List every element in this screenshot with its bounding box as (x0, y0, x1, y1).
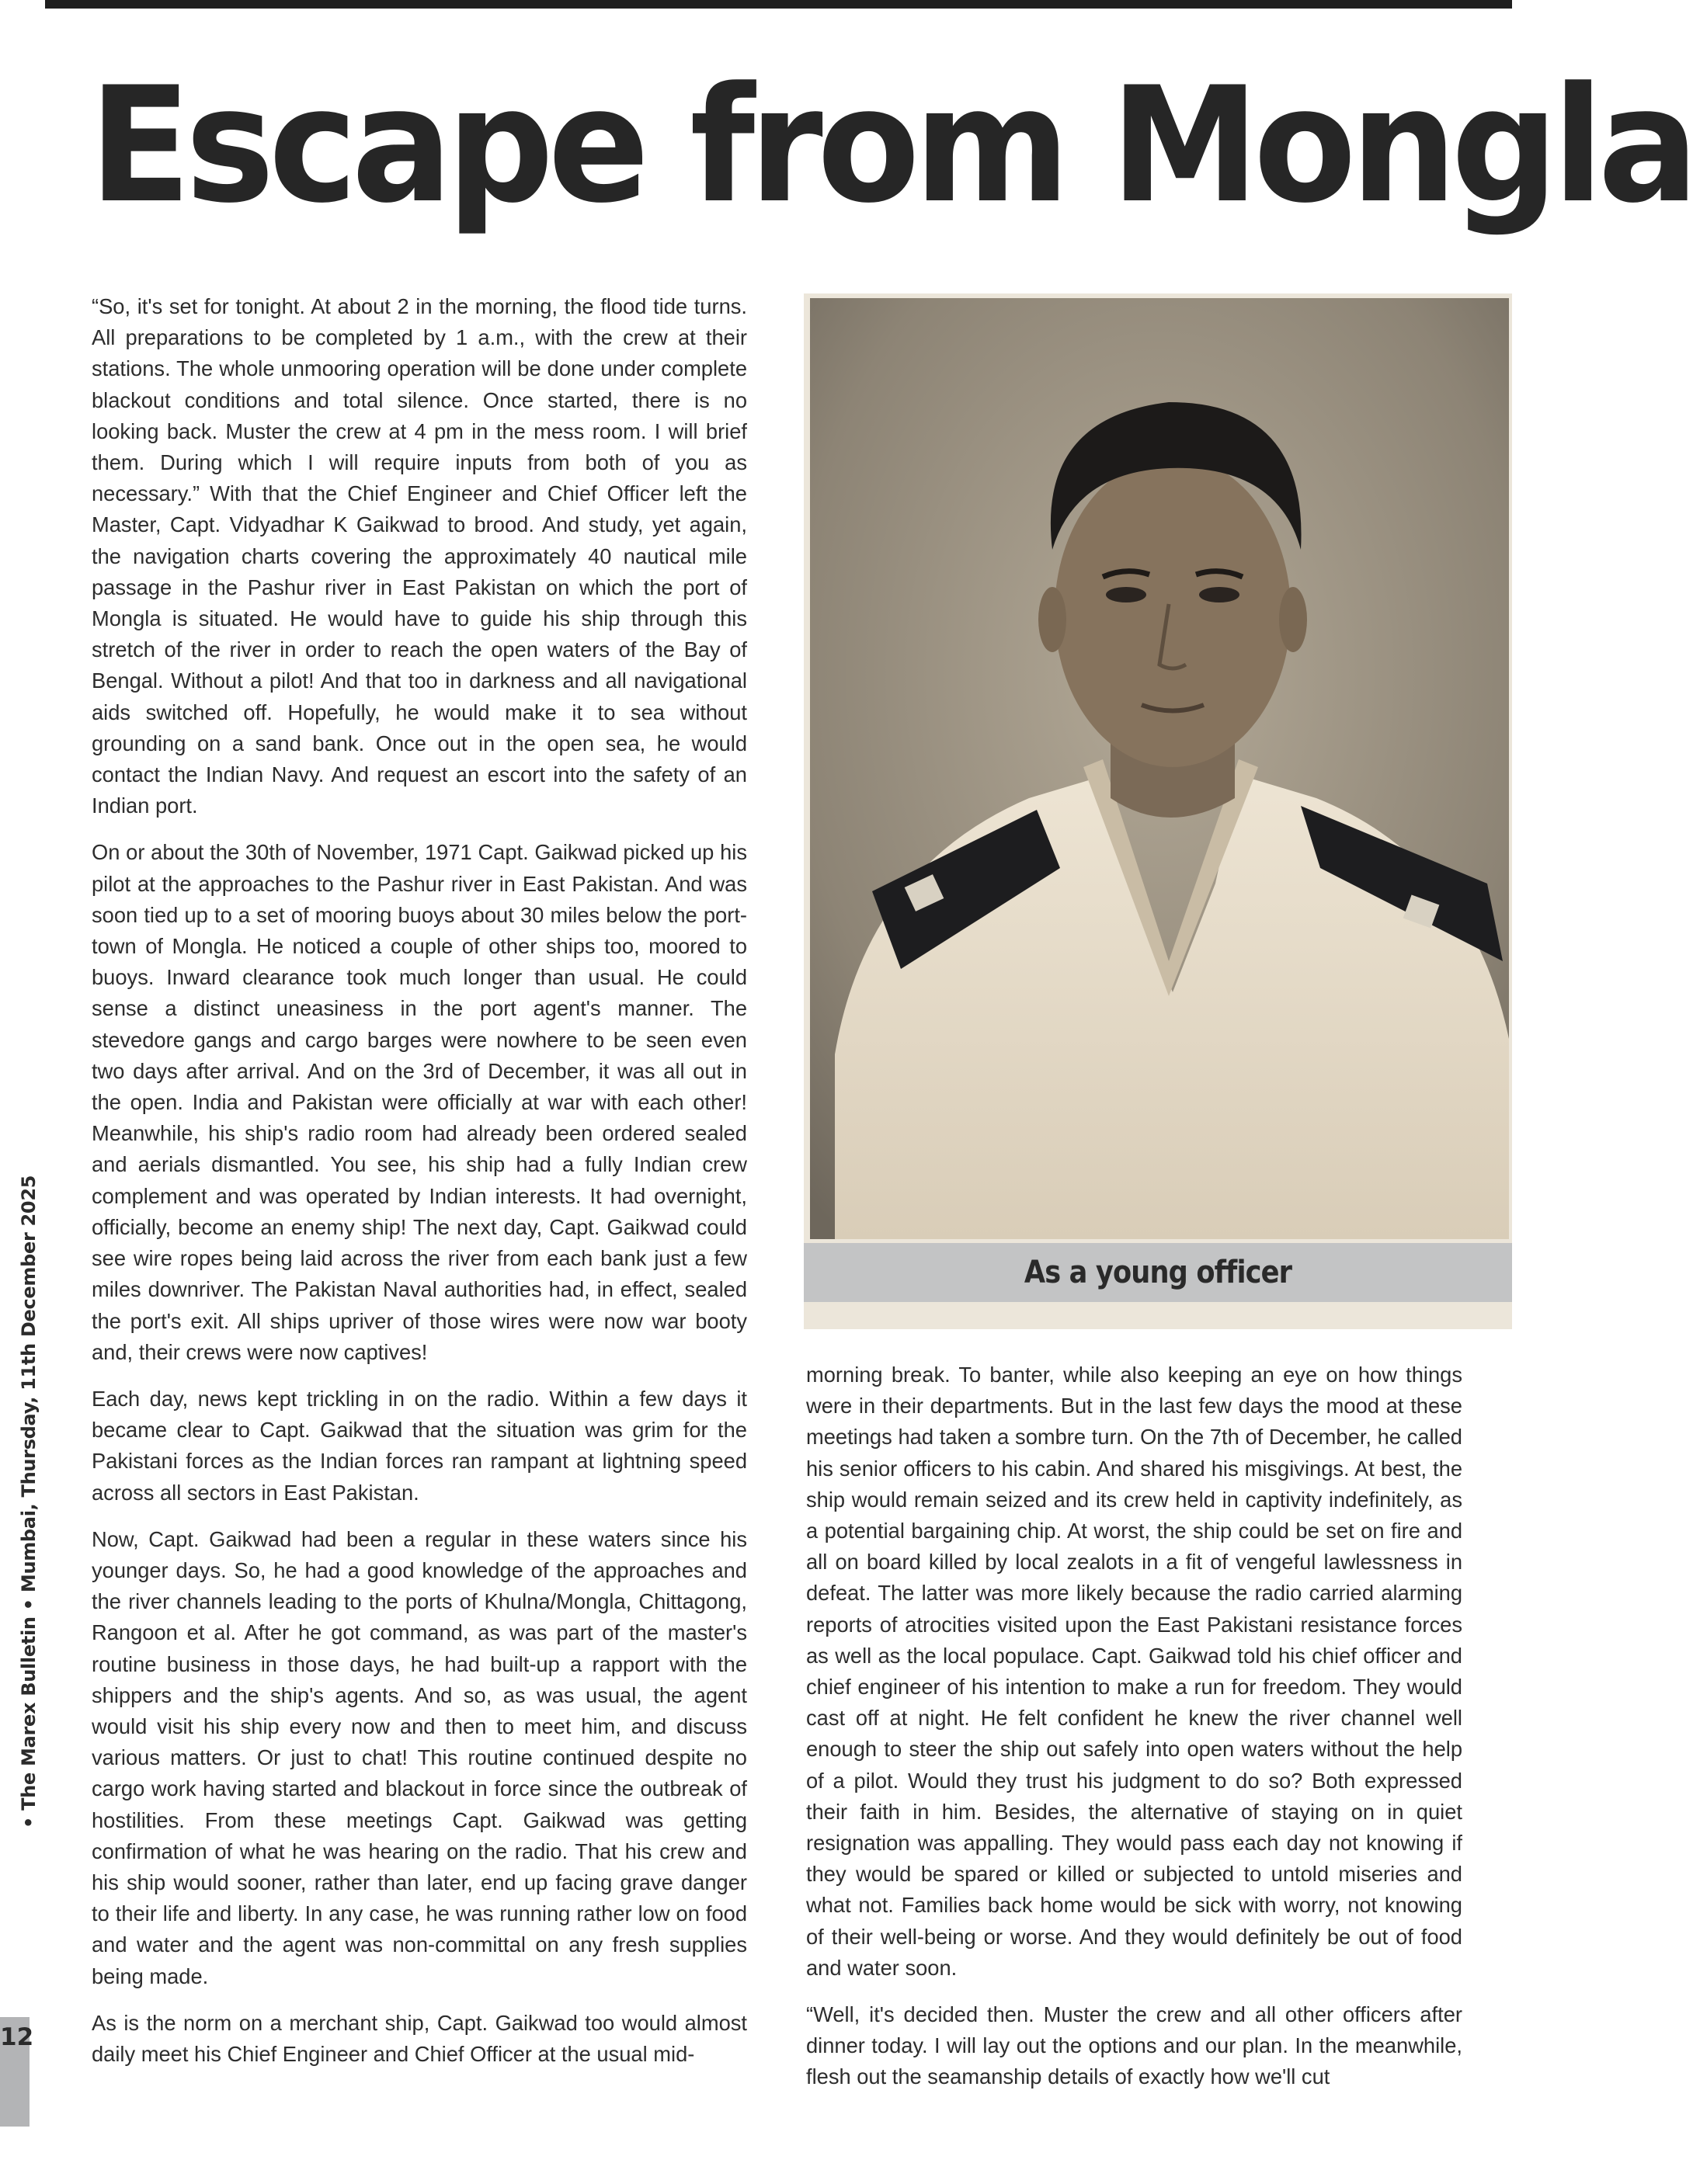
paragraph: “So, it's set for tonight. At about 2 in the morning, the flood tide turns. All preparations to be completed by 1 a.m., with the crew at their stations. The whole unmooring operation will be done under complete blackout conditions and total silence. Once started, there is no looking back. Muster the crew at 4 pm in the mess room. I will brief them. During which I will require inputs from both of you as necessary.” With that the Chief Engineer and Chief Officer left the Master, Capt. Vidyadhar K Gaikwad to brood. And study, yet again, the navigation charts covering the approximately 40 nautical mile passage in the Pashur river in East Pakistan on which the port of Mongla is situated. He would have to guide his ship through this stretch of the river in order to reach the open waters of the Bay of Bengal. Without a pilot! And that too in darkness and all navigational aids switched off. Hopefully, he would make it to sea without grounding on a sand bank. Once out in the open sea, he would contact the Indian Navy. And request an escort into the safety of an Indian port. (92, 294, 747, 818)
publication-footer: • The Marex Bulletin • Mumbai, Thursday, 11th December 2025 (18, 1175, 40, 1828)
paragraph: “Well, it's decided then. Muster the crew and all other officers after dinner today. I will lay out the options and our plan. In the meanwhile, flesh out the seamanship details of exactly how we'll cut (806, 2002, 1462, 2089)
photo-caption: As a young officer (1024, 1255, 1292, 1290)
article-title: Escape from Mongla (89, 54, 1693, 238)
top-rule (45, 0, 1512, 9)
paragraph: morning break. To banter, while also keeping an eye on how things were in their departments. But in the last few days the mood at these meetings had taken a sombre turn. On the 7th of December, he called his senior officers to his cabin. And shared his misgivings. At best, the ship would remain seized and its crew held in captivity indefinitely, as a potential bargaining chip. At worst, the ship could be set on fire and all on board killed by local zealots in a fit of vengeful lawlessness in defeat. The latter was more likely because the radio carried alarming reports of atrocities visited upon the East Pakistani resistance forces as well as the local populace. Capt. Gaikwad told his chief officer and chief engineer of his intention to make a run for freedom. They would cast off at night. He felt confident he knew the river channel well enough to steer the ship out safely into open waters without the help of a pilot. Would they trust his judgment to do so? Both expressed their faith in him. Besides, the alternative of staying on in quiet resignation was appalling. They would pass each day not knowing if they would be spared or killed or subjected to untold miseries and what not. Families back home would be sick with worry, not knowing of their well-being or worse. And they would definitely be out of food and water soon. (806, 1363, 1462, 1980)
paragraph: On or about the 30th of November, 1971 Capt. Gaikwad picked up his pilot at the approaches to the Pashur river in East Pakistan. And was soon tied up to a set of mooring buoys about 30 miles below the port-town of Mongla. He noticed a couple of other ships too, moored to buoys. Inward clearance took much longer than usual. He could sense a distinct uneasiness in the port agent's manner. The stevedore gangs and cargo barges were nowhere to be seen even two days after arrival. And on the 3rd of December, it was all out in the open. India and Pakistan were officially at war with each other! Meanwhile, his ship's radio room had already been ordered sealed and aerials dismantled. You see, his ship had a fully Indian crew complement and was operated by Indian interests. It had overnight, officially, become an enemy ship! The next day, Capt. Gaikwad could see wire ropes being laid across the river from each bank just a few miles downriver. The Pakistan Naval authorities had, in effect, sealed the port's exit. All ships upriver of those wires were now war booty and, their crews were now captives! (92, 840, 747, 1364)
officer-portrait-photo (804, 293, 1512, 1329)
paragraph: Each day, news kept trickling in on the radio. Within a few days it became clear to Capt. Gaikwad that the situation was grim for the Pakistani forces as the Indian forces ran rampant at lightning speed across all sectors in East Pakistan. (92, 1386, 747, 1505)
page-number: 12 (0, 2023, 34, 2051)
article-right-column (806, 1359, 1462, 2109)
portrait-illustration (804, 293, 1512, 1329)
article-left-column (92, 291, 747, 2085)
paragraph: Now, Capt. Gaikwad had been a regular in these waters since his younger days. So, he had a good knowledge of the approaches and the river channels leading to the ports of Khulna/Mongla, Chittagong, Rangoon et al. After he got command, as was part of the master's routine business in those days, he had built-up a rapport with the shippers and the ship's agents. And so, as was usual, the agent would visit his ship every now and then to meet him, and discuss various matters. Or just to chat! This routine continued despite no cargo work having started and blackout in force since the outbreak of hostilities. From these meetings Capt. Gaikwad was getting confirmation of what he was hearing on the radio. That his crew and his ship would sooner, rather than later, end up facing grave danger to their life and liberty. In any case, he was running rather low on food and water and the agent was non-committal on any fresh supplies being made. (92, 1526, 747, 1988)
paragraph: As is the norm on a merchant ship, Capt. Gaikwad too would almost daily meet his Chief Engineer and Chief Officer at the usual mid- (92, 2010, 747, 2066)
